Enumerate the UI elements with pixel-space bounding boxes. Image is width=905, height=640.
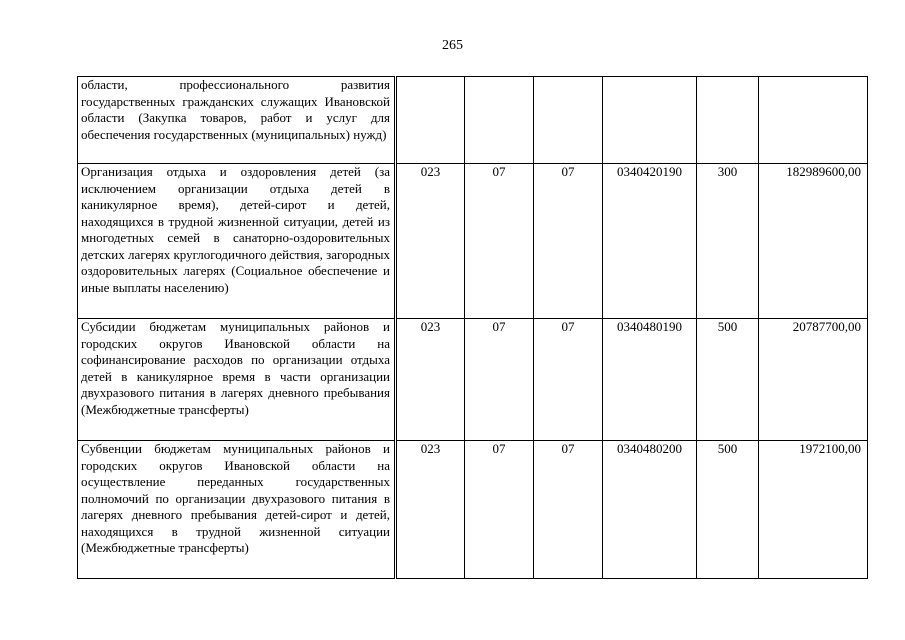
row-description: Организация отдыха и оздоровления детей (за исключением организации отдыха детей в каникулярное время), детей-сирот и детей, находящихся в трудной жизненной ситуации, детей из многодетных семей в санаторно-оздоровительных детских лагерях круглогодичного действия, загородных оздоровительных лагерях (Социальное обеспечение и иные выплаты населению) — [78, 164, 396, 319]
row-section-code — [465, 77, 534, 164]
row-amount: 182989600,00 — [759, 164, 868, 319]
table-row — [78, 164, 868, 319]
row-section-code: 07 — [465, 164, 534, 319]
table-row — [78, 319, 868, 441]
row-section-code: 07 — [465, 319, 534, 441]
page-number: 265 — [442, 38, 463, 53]
row-expense-type — [697, 77, 759, 164]
row-subsection-code: 07 — [534, 164, 603, 319]
row-target-article: 0340420190 — [603, 164, 697, 319]
row-section-code: 07 — [465, 441, 534, 579]
budget-table — [77, 76, 868, 579]
row-target-article: 0340480200 — [603, 441, 697, 579]
row-amount: 20787700,00 — [759, 319, 868, 441]
row-ministry-code: 023 — [396, 164, 465, 319]
row-subsection-code: 07 — [534, 441, 603, 579]
table-row — [78, 77, 868, 164]
row-amount — [759, 77, 868, 164]
row-description: области, профессионального развития государственных гражданских служащих Ивановской области (Закупка товаров, работ и услуг для обеспечения государственных (муниципальных) нужд) — [78, 77, 396, 164]
row-expense-type: 300 — [697, 164, 759, 319]
row-subsection-code — [534, 77, 603, 164]
row-ministry-code: 023 — [396, 441, 465, 579]
row-expense-type: 500 — [697, 441, 759, 579]
table-row — [78, 441, 868, 579]
row-description: Субсидии бюджетам муниципальных районов и городских округов Ивановской области на софинансирование расходов по организации отдыха детей в каникулярное время в части организации двухразового питания в лагерях дневного пребывания (Межбюджетные трансферты) — [78, 319, 396, 441]
row-target-article — [603, 77, 697, 164]
row-subsection-code: 07 — [534, 319, 603, 441]
row-target-article: 0340480190 — [603, 319, 697, 441]
row-amount: 1972100,00 — [759, 441, 868, 579]
row-ministry-code — [396, 77, 465, 164]
row-ministry-code: 023 — [396, 319, 465, 441]
row-expense-type: 500 — [697, 319, 759, 441]
row-description: Субвенции бюджетам муниципальных районов и городских округов Ивановской области на осуществление переданных государственных полномочий по организации двухразового питания в лагерях дневного пребывания детей-сирот и детей, находящихся в трудной жизненной ситуации (Межбюджетные трансферты) — [78, 441, 396, 579]
